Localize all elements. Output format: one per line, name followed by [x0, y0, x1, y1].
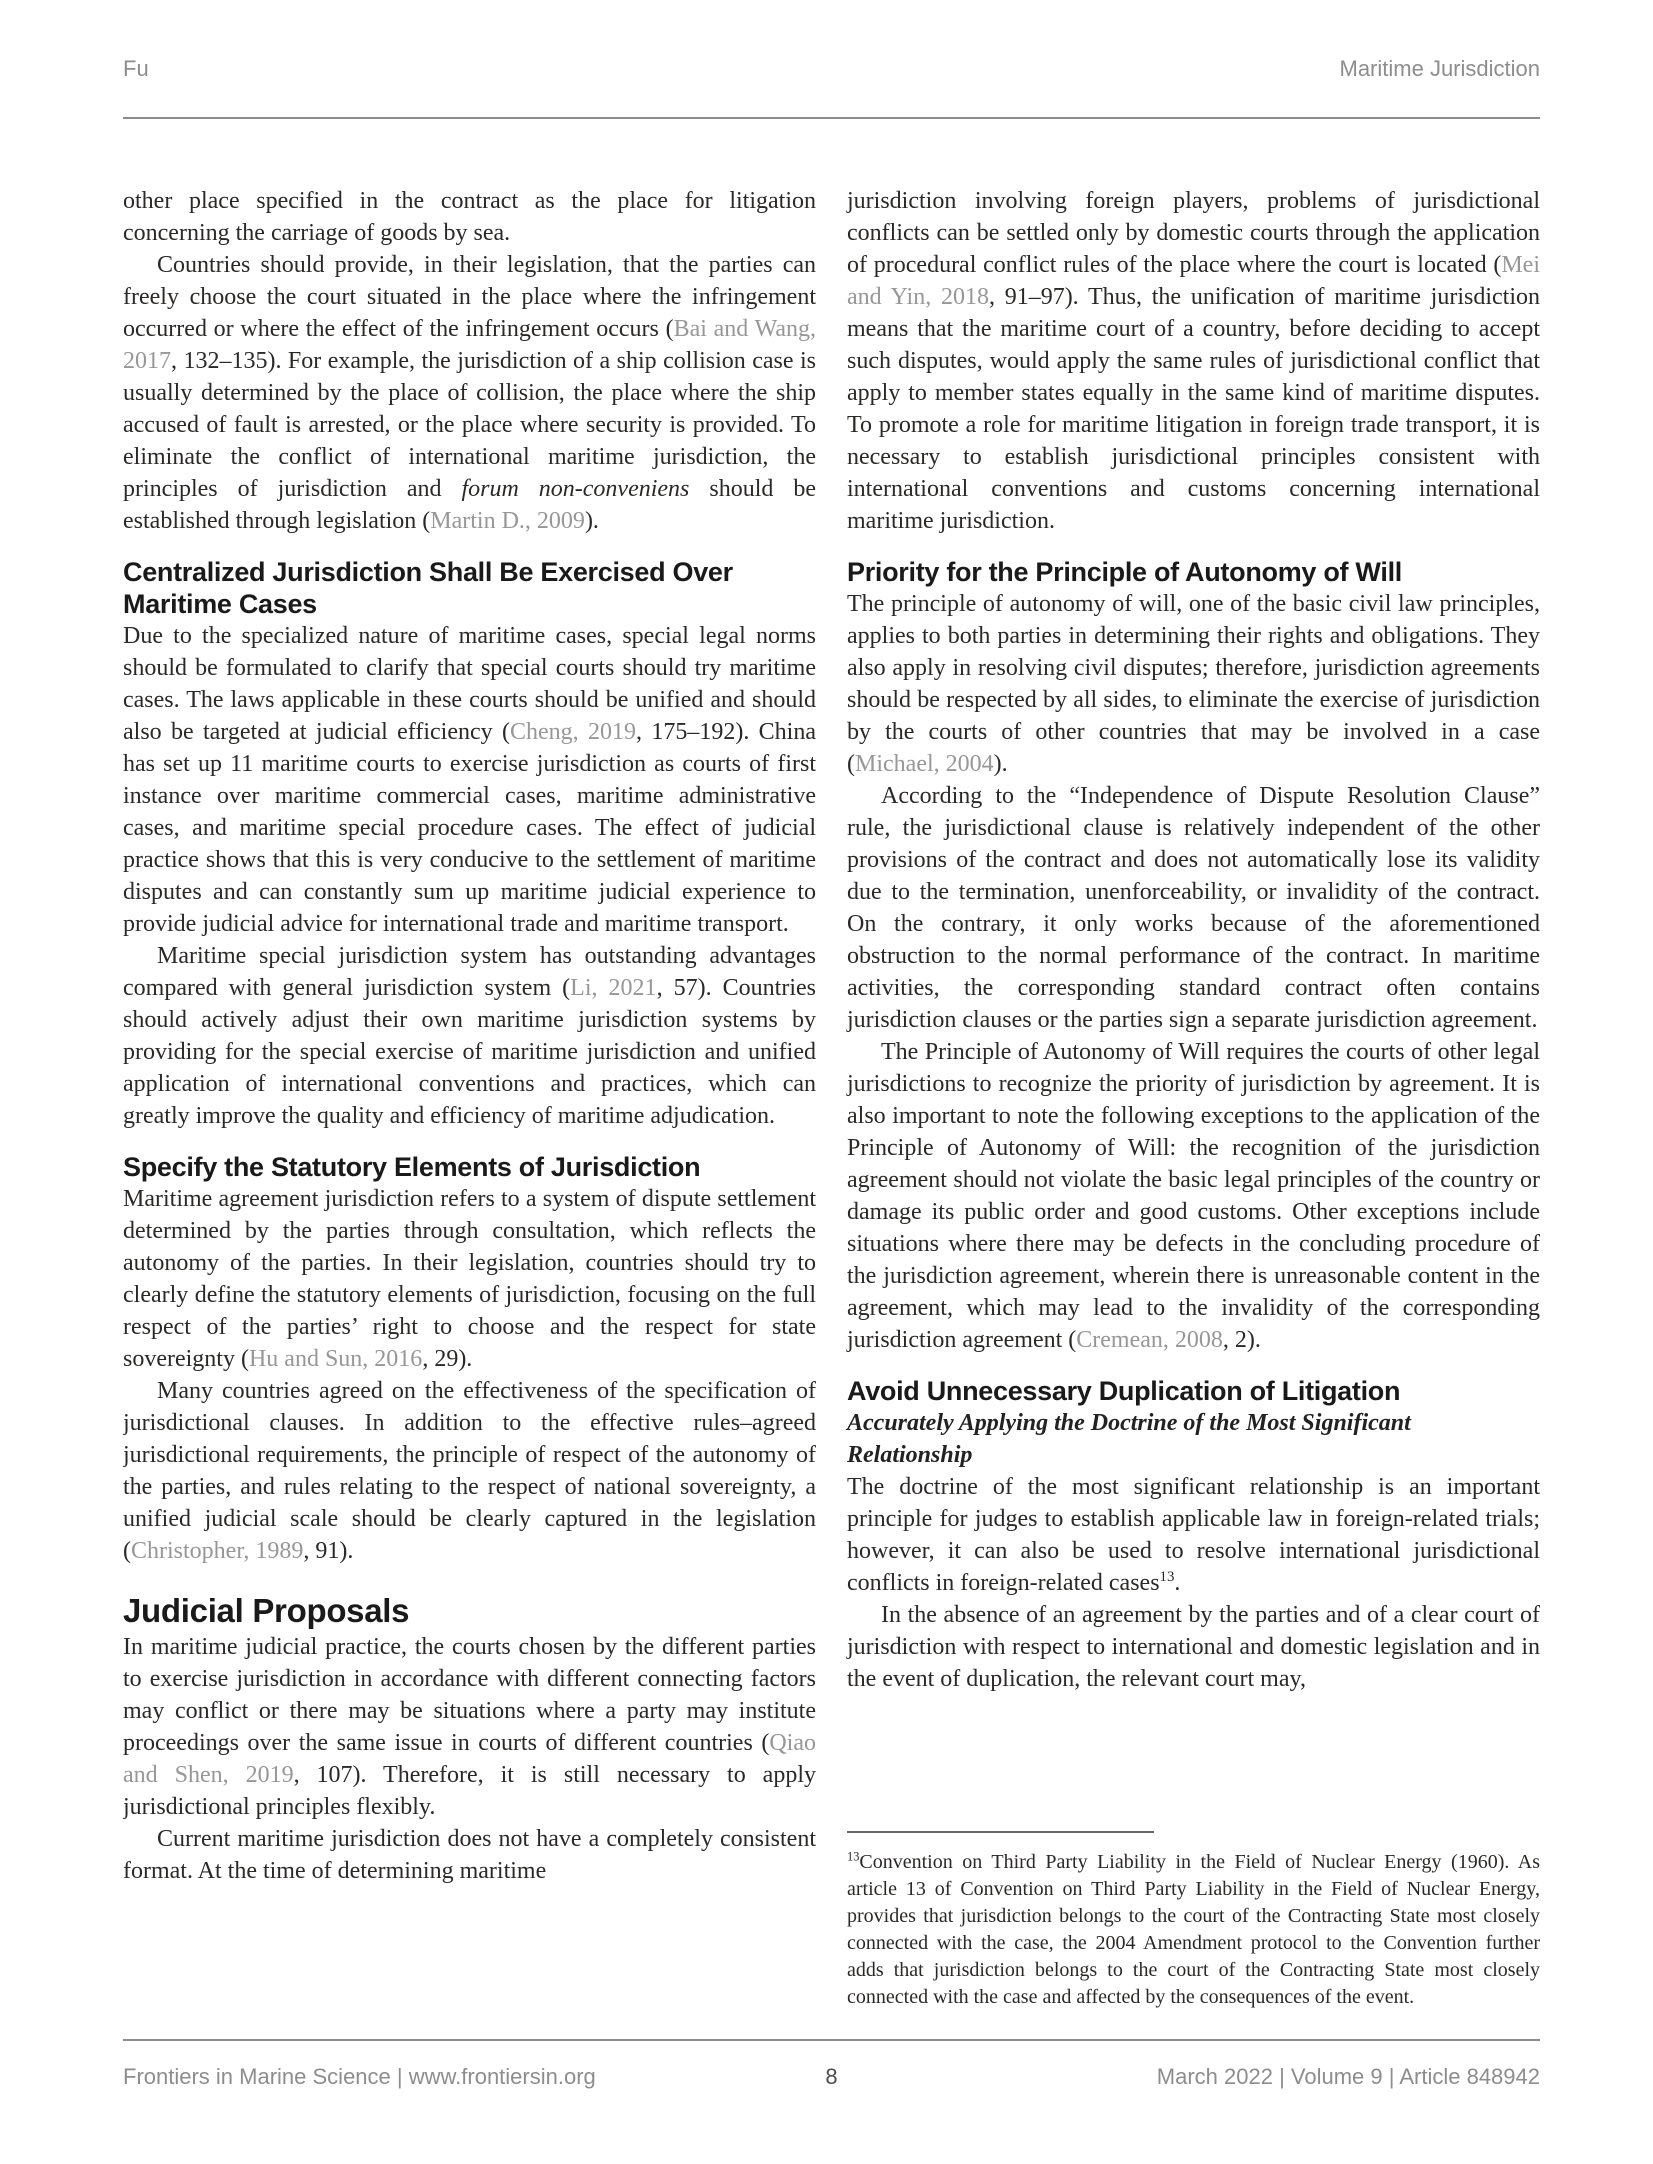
text-run: According to the “Independence of Dispute Resolution Clause” rule, the jurisdictional clause is relatively independent of the other provisions of the contract and does not automatically lose its validity due to the termination, unenforceability, or invalidity of the contract. On the contrary, it only works because of the aforementioned obstruction to the normal performance of the contract. In maritime activities, the corresponding standard contract often contains jurisdiction clauses or the parties sign a separate jurisdiction agreement.: [847, 783, 1540, 1033]
citation-link[interactable]: Michael, 2004: [855, 751, 994, 777]
footnote-marker: 13: [847, 1849, 860, 1864]
text-run: Centralized Jurisdiction Shall Be Exercised Over Maritime Cases: [123, 557, 733, 619]
text-run: , 2).: [1222, 1327, 1261, 1353]
running-header-author: Fu: [123, 56, 149, 81]
paragraph: [123, 185, 816, 249]
text-run: The Principle of Autonomy of Will requires the courts of other legal jurisdictions to recognize the priority of jurisdiction by agreement. It is also important to note the following exceptions to the application of the Principle of Autonomy of Will: the recognition of the jurisdiction agreement should not violate the basic legal principles of the country or damage its public order and good customs. Other exceptions include situations where there may be defects in the concluding procedure of the jurisdiction agreement, wherein there is unreasonable content in the agreement, which may lead to the invalidity of the corresponding jurisdiction agreement (: [847, 1039, 1540, 1353]
running-header-title: Maritime Jurisdiction: [1339, 56, 1540, 81]
text-run: , 57). Countries should actively adjust their own maritime jurisdiction systems by providing for the special exercise of maritime jurisdiction and unified application of international conventions and practices, which can greatly improve the quality and efficiency of maritime adjudication.: [123, 975, 816, 1129]
text-run: Due to the specialized nature of maritime cases, special legal norms should be formulated to clarify that special courts should try maritime cases. The laws applicable in these courts should be unified and should also be targeted at judicial efficiency (: [123, 623, 816, 745]
text-run: ).: [584, 508, 599, 534]
text-run: jurisdiction involving foreign players, problems of jurisdictional conflicts can be settled only by domestic courts through the application of procedural conflict rules of the place where the court is located (: [847, 188, 1540, 278]
text-run: ).: [993, 751, 1008, 777]
text-run: In the absence of an agreement by the parties and of a clear court of jurisdiction with respect to international and domestic legislation and in the event of duplication, the relevant court may,: [847, 1602, 1540, 1692]
section-title: [123, 1591, 816, 1631]
text-run: Countries should provide, in their legislation, that the parties can freely choose the court situated in the place where the infringement occurred or where the effect of the infringement occurs (: [123, 252, 816, 342]
citation-link[interactable]: Li, 2021: [570, 975, 657, 1001]
text-run: In maritime judicial practice, the courts chosen by the different parties to exercise jurisdiction in accordance with different connecting factors may conflict or there may be situations where a party may institute proceedings over the same issue in courts of different countries (: [123, 1634, 816, 1756]
footnote-area: [847, 1831, 1540, 2039]
citation-link[interactable]: Bai and Wang, 2017: [123, 316, 816, 374]
text-run: Accurately Applying the Doctrine of the Most Significant Relationship: [847, 1410, 1411, 1468]
running-header: [123, 0, 1540, 81]
citation-link[interactable]: Cremean, 2008: [1076, 1327, 1223, 1353]
footer-page-number: 8: [825, 2064, 838, 2089]
footnote-marker: 13: [1159, 1569, 1175, 1585]
text-run: Current maritime jurisdiction does not have a completely consistent format. At the time of determining maritime: [123, 1826, 816, 1884]
text-run: should be established through legislation (: [123, 476, 816, 534]
header-rule: [123, 117, 1540, 119]
text-run: , 91–97). Thus, the unification of maritime jurisdiction means that the maritime court of a country, before deciding to accept such disputes, would apply the same rules of jurisdictional conflict that apply to member states equally in the same kind of maritime disputes. To promote a role for maritime litigation in foreign trade transport, it is necessary to establish jurisdictional principles consistent with international conventions and customs concerning international maritime jurisdiction.: [847, 284, 1540, 534]
citation-link[interactable]: Martin D., 2009: [430, 508, 585, 534]
text-run: Maritime agreement jurisdiction refers to a system of dispute settlement determined by the parties through consultation, which reflects the autonomy of the parties. In their legislation, countries should try to clearly define the statutory elements of jurisdiction, focusing on the full respect of the parties’ right to choose and the respect for state sovereignty (: [123, 1186, 816, 1372]
text-run: Judicial Proposals: [123, 1592, 410, 1629]
text-run: Convention on Third Party Liability in the Field of Nuclear Energy (1960). As article 13 of Convention on Third Party Liability in the Field of Nuclear Energy, provides that jurisdiction belongs to the court of the Contracting State most closely connected with the case, the 2004 Amendment protocol to the Convention further adds that jurisdiction belongs to the court of the Contracting State most closely connected with the case and affected by the consequences of the event.: [847, 1851, 1540, 2008]
text-run: forum non-conveniens: [461, 476, 690, 502]
paragraph: [123, 1631, 816, 1823]
subsection-heading: [123, 1151, 816, 1183]
paragraph: [123, 620, 816, 940]
paragraph: [847, 1036, 1540, 1356]
subsection-heading: [123, 556, 816, 620]
citation-link[interactable]: Mei and Yin, 2018: [847, 252, 1540, 310]
paragraph: [123, 940, 816, 1132]
text-run: Priority for the Principle of Autonomy of Will: [847, 557, 1402, 587]
text-run: , 175–192). China has set up 11 maritime courts to exercise jurisdiction as courts of first instance over maritime commercial cases, maritime administrative cases, and maritime special procedure cases. The effect of judicial practice shows that this is very conducive to the settlement of maritime disputes and can constantly sum up maritime judicial experience to provide judicial advice for international trade and maritime transport.: [123, 719, 816, 937]
footer-issue: March 2022 | Volume 9 | Article 848942: [1156, 2064, 1540, 2089]
text-run: , 91).: [303, 1538, 354, 1564]
paragraph: [847, 1471, 1540, 1599]
column-right-main: [847, 185, 1540, 1695]
paragraph: [847, 588, 1540, 780]
paragraph: [123, 1375, 816, 1567]
text-run: .: [1174, 1570, 1181, 1596]
text-run: , 29).: [422, 1346, 473, 1372]
paragraph: [123, 249, 816, 537]
paragraph: [847, 780, 1540, 1036]
citation-link[interactable]: Qiao and Shen, 2019: [123, 1730, 816, 1788]
footnote-separator: [847, 1831, 1154, 1833]
subsubsection-heading: [847, 1407, 1540, 1471]
text-run: Specify the Statutory Elements of Jurisdiction: [123, 1152, 701, 1182]
column-right: [847, 185, 1540, 2039]
text-run: other place specified in the contract as the place for litigation concerning the carriage of goods by sea.: [123, 188, 816, 246]
text-run: Avoid Unnecessary Duplication of Litigation: [847, 1376, 1401, 1406]
article-body: [123, 185, 1540, 2039]
footer-journal: Frontiers in Marine Science | www.frontiersin.org: [123, 2064, 596, 2089]
text-run: The principle of autonomy of will, one of the basic civil law principles, applies to both parties in determining their rights and obligations. They also apply in resolving civil disputes; therefore, jurisdiction agreements should be respected by all sides, to eliminate the exercise of jurisdiction by the courts of other countries that may be involved in a case (: [847, 591, 1540, 777]
subsection-heading: [847, 1375, 1540, 1407]
paragraph: [123, 1823, 816, 1887]
subsection-heading: [847, 556, 1540, 588]
column-left: [123, 185, 816, 2039]
text-run: Many countries agreed on the effectiveness of the specification of jurisdictional clauses. In addition to the effective rules–agreed jurisdictional requirements, the principle of respect of the autonomy of the parties, and rules relating to the respect of national sovereignty, a unified judicial scale should be clearly captured in the legislation (: [123, 1378, 816, 1564]
text-run: , 132–135). For example, the jurisdiction of a ship collision case is usually determined by the place of collision, the place where the ship accused of fault is arrested, or the place where security is provided. To eliminate the conflict of international maritime jurisdiction, the principles of jurisdiction and: [123, 348, 816, 502]
paragraph: [847, 185, 1540, 537]
citation-link[interactable]: Christopher, 1989: [131, 1538, 304, 1564]
text-run: Maritime special jurisdiction system has outstanding advantages compared with general jurisdiction system (: [123, 943, 816, 1001]
paragraph: [847, 1599, 1540, 1695]
citation-link[interactable]: Cheng, 2019: [509, 719, 636, 745]
paragraph: [123, 1183, 816, 1375]
text-run: , 107). Therefore, it is still necessary to apply jurisdictional principles flexibly.: [123, 1762, 817, 1820]
footnote: [847, 1849, 1540, 2011]
citation-link[interactable]: Hu and Sun, 2016: [248, 1346, 423, 1372]
text-run: The doctrine of the most significant relationship is an important principle for judges to establish applicable law in foreign-related trials; however, it can also be used to resolve international jurisdictional conflicts in foreign-related cases: [847, 1474, 1540, 1596]
page-footer: [123, 2041, 1540, 2090]
